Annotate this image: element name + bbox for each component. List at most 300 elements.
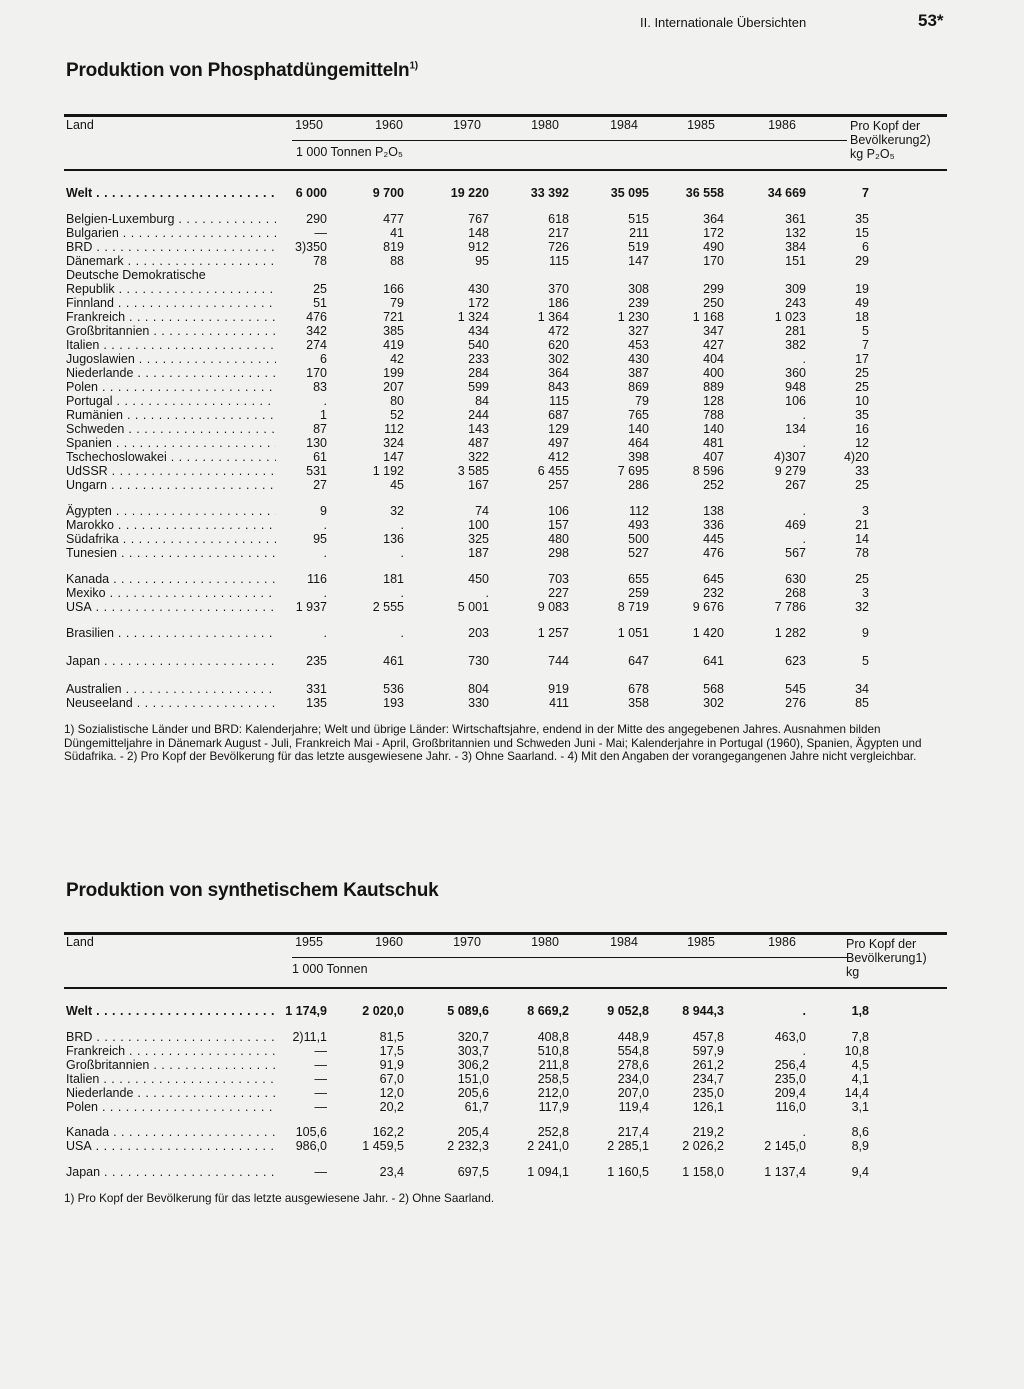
value-cell: 8 669,2 bbox=[527, 1004, 569, 1018]
table-row bbox=[64, 254, 947, 268]
per-capita-cell: 29 bbox=[855, 254, 869, 268]
value-cell: 41 bbox=[390, 226, 404, 240]
value-cell: — bbox=[314, 1100, 327, 1114]
value-cell: 360 bbox=[785, 366, 806, 380]
value-cell: 1 160,5 bbox=[607, 1165, 649, 1179]
value-cell: . bbox=[323, 394, 327, 408]
table-row bbox=[64, 352, 947, 366]
country-name: Deutsche Demokratische bbox=[66, 268, 206, 282]
value-cell: 234,7 bbox=[692, 1072, 724, 1086]
value-cell: 1 282 bbox=[774, 626, 806, 640]
table-row bbox=[64, 546, 947, 560]
value-cell: 235,0 bbox=[774, 1072, 806, 1086]
value-cell: 697,5 bbox=[457, 1165, 489, 1179]
country-name: Jugoslawien . . . bbox=[66, 352, 276, 366]
country-name: Dänemark . . . bbox=[66, 254, 276, 268]
land-header: Land bbox=[66, 935, 94, 949]
value-cell: 138 bbox=[703, 504, 724, 518]
value-cell: 347 bbox=[703, 324, 724, 338]
value-cell: 147 bbox=[383, 450, 404, 464]
value-cell: 91,9 bbox=[379, 1058, 404, 1072]
value-cell: 1 937 bbox=[295, 600, 327, 614]
country-name: Frankreich . . . bbox=[66, 1044, 276, 1058]
unit-label: 1 000 Tonnen bbox=[292, 962, 368, 976]
value-cell: 788 bbox=[703, 408, 724, 422]
value-cell: 157 bbox=[548, 518, 569, 532]
value-cell: 527 bbox=[628, 546, 649, 560]
value-cell: 597,9 bbox=[692, 1044, 724, 1058]
value-cell: 2 232,3 bbox=[447, 1139, 489, 1153]
value-cell: 61,7 bbox=[464, 1100, 489, 1114]
per-capita-cell: 25 bbox=[855, 572, 869, 586]
value-cell: 115 bbox=[549, 254, 569, 268]
table-row bbox=[64, 532, 947, 546]
value-cell: 290 bbox=[306, 212, 327, 226]
value-cell: 500 bbox=[628, 532, 649, 546]
value-cell: 17,5 bbox=[379, 1044, 404, 1058]
value-cell: 9 676 bbox=[692, 600, 724, 614]
table-row bbox=[64, 380, 947, 394]
table-row bbox=[64, 1125, 947, 1139]
per-capita-cell: 9,4 bbox=[851, 1165, 869, 1179]
value-cell: 630 bbox=[785, 572, 806, 586]
value-cell: 4)307 bbox=[774, 450, 806, 464]
table-row bbox=[64, 310, 947, 324]
value-cell: 95 bbox=[475, 254, 489, 268]
value-cell: 8 719 bbox=[617, 600, 649, 614]
per-capita-cell: 8,6 bbox=[851, 1125, 869, 1139]
per-capita-cell: 10,8 bbox=[844, 1044, 869, 1058]
value-cell: 327 bbox=[628, 324, 649, 338]
value-cell: 209,4 bbox=[774, 1086, 806, 1100]
value-cell: 211,8 bbox=[538, 1058, 569, 1072]
per-capita-cell: 85 bbox=[855, 696, 869, 710]
value-cell: 655 bbox=[628, 572, 649, 586]
value-cell: 2)11,1 bbox=[292, 1030, 327, 1044]
country-name: Australien . . . bbox=[66, 682, 276, 696]
value-cell: 6 bbox=[320, 352, 327, 366]
per-capita-cell: 25 bbox=[855, 478, 869, 492]
value-cell: 730 bbox=[468, 654, 489, 668]
value-cell: 336 bbox=[703, 518, 724, 532]
value-cell: 3 585 bbox=[457, 464, 489, 478]
per-capita-cell: 1,8 bbox=[851, 1004, 869, 1018]
country-name: Tunesien . . . bbox=[66, 546, 276, 560]
table-row bbox=[64, 324, 947, 338]
value-cell: 126,1 bbox=[692, 1100, 724, 1114]
value-cell: 703 bbox=[548, 572, 569, 586]
table2-footnote: 1) Pro Kopf der Bevölkerung für das letzte ausgewiesene Jahr. - 2) Ohne Saarland. bbox=[64, 1192, 495, 1205]
value-cell: 1 192 bbox=[372, 464, 404, 478]
value-cell: 645 bbox=[703, 572, 724, 586]
value-cell: 545 bbox=[785, 682, 806, 696]
value-cell: 80 bbox=[390, 394, 404, 408]
value-cell: 1 230 bbox=[617, 310, 649, 324]
header-rule bbox=[64, 987, 947, 989]
value-cell: 172 bbox=[468, 296, 489, 310]
value-cell: . bbox=[802, 408, 806, 422]
country-name: Großbritannien . . . bbox=[66, 1058, 276, 1072]
table-row bbox=[64, 366, 947, 380]
value-cell: 32 bbox=[390, 504, 404, 518]
value-cell: 106 bbox=[548, 504, 569, 518]
year-header: 1985 bbox=[687, 118, 715, 132]
value-cell: 67,0 bbox=[379, 1072, 404, 1086]
value-cell: 1 459,5 bbox=[362, 1139, 404, 1153]
value-cell: . bbox=[802, 352, 806, 366]
value-cell: 232 bbox=[703, 586, 724, 600]
value-cell: 81,5 bbox=[379, 1030, 404, 1044]
value-cell: 472 bbox=[548, 324, 569, 338]
per-capita-cell: 19 bbox=[855, 282, 869, 296]
value-cell: 493 bbox=[628, 518, 649, 532]
value-cell: 250 bbox=[703, 296, 724, 310]
table2-title: Produktion von synthetischem Kautschuk bbox=[66, 880, 439, 901]
value-cell: 45 bbox=[390, 478, 404, 492]
value-cell: 2 020,0 bbox=[362, 1004, 404, 1018]
value-cell: — bbox=[314, 1086, 327, 1100]
per-capita-cell: 35 bbox=[855, 212, 869, 226]
value-cell: 257 bbox=[548, 478, 569, 492]
land-header: Land bbox=[66, 118, 94, 132]
value-cell: 487 bbox=[468, 436, 489, 450]
value-cell: 1 bbox=[320, 408, 327, 422]
value-cell: — bbox=[314, 1072, 327, 1086]
value-cell: 6 000 bbox=[295, 186, 327, 200]
value-cell: 306,2 bbox=[457, 1058, 489, 1072]
per-capita-cell: 3 bbox=[862, 586, 869, 600]
value-cell: 299 bbox=[703, 282, 724, 296]
year-header: 1955 bbox=[295, 935, 323, 949]
country-name: Japan . . . bbox=[66, 654, 276, 668]
value-cell: — bbox=[314, 1058, 327, 1072]
country-name: UdSSR . . . bbox=[66, 464, 276, 478]
country-name: Rumänien . . . bbox=[66, 408, 276, 422]
value-cell: 464 bbox=[628, 436, 649, 450]
value-cell: 130 bbox=[306, 436, 327, 450]
table-row bbox=[64, 296, 947, 310]
value-cell: 9 083 bbox=[537, 600, 569, 614]
per-capita-header bbox=[850, 119, 931, 161]
value-cell: 721 bbox=[383, 310, 404, 324]
per-capita-cell: 8,9 bbox=[851, 1139, 869, 1153]
value-cell: 342 bbox=[306, 324, 327, 338]
table-row bbox=[64, 464, 947, 478]
value-cell: 112 bbox=[629, 504, 649, 518]
table-row bbox=[64, 282, 947, 296]
table-row bbox=[64, 1004, 947, 1018]
country-name: Bulgarien . . . bbox=[66, 226, 276, 240]
country-name: Ungarn . . . bbox=[66, 478, 276, 492]
table-row bbox=[64, 504, 947, 518]
value-cell: 536 bbox=[383, 682, 404, 696]
value-cell: 385 bbox=[383, 324, 404, 338]
value-cell: 1 257 bbox=[537, 626, 569, 640]
per-capita-header bbox=[846, 937, 927, 979]
value-cell: 1 324 bbox=[457, 310, 489, 324]
value-cell: . bbox=[802, 532, 806, 546]
value-cell: 61 bbox=[313, 450, 327, 464]
value-cell: 286 bbox=[628, 478, 649, 492]
value-cell: 105,6 bbox=[295, 1125, 327, 1139]
table-row bbox=[64, 478, 947, 492]
year-header: 1960 bbox=[375, 118, 403, 132]
value-cell: . bbox=[400, 586, 404, 600]
country-name: Japan . . . bbox=[66, 1165, 276, 1179]
table-row bbox=[64, 436, 947, 450]
country-name: Großbritannien . . . bbox=[66, 324, 276, 338]
value-cell: 298 bbox=[548, 546, 569, 560]
value-cell: 387 bbox=[628, 366, 649, 380]
value-cell: 8 596 bbox=[692, 464, 724, 478]
country-name: BRD . . . bbox=[66, 1030, 276, 1044]
table-row bbox=[64, 450, 947, 464]
value-cell: 7 786 bbox=[774, 600, 806, 614]
value-cell: 244 bbox=[468, 408, 489, 422]
value-cell: 804 bbox=[468, 682, 489, 696]
table-row bbox=[64, 1086, 947, 1100]
value-cell: 554,8 bbox=[617, 1044, 649, 1058]
value-cell: 140 bbox=[703, 422, 724, 436]
value-cell: 384 bbox=[785, 240, 806, 254]
value-cell: 1 364 bbox=[537, 310, 569, 324]
value-cell: 2 241,0 bbox=[527, 1139, 569, 1153]
value-cell: 330 bbox=[468, 696, 489, 710]
value-cell: 568 bbox=[703, 682, 724, 696]
value-cell: 23,4 bbox=[379, 1165, 404, 1179]
country-name: Niederlande . . . bbox=[66, 1086, 276, 1100]
value-cell: 42 bbox=[390, 352, 404, 366]
value-cell: 370 bbox=[548, 282, 569, 296]
table-row bbox=[64, 654, 947, 668]
value-cell: 276 bbox=[785, 696, 806, 710]
value-cell: 148 bbox=[468, 226, 489, 240]
per-capita-cell: 33 bbox=[855, 464, 869, 478]
table-row bbox=[64, 268, 947, 282]
value-cell: 134 bbox=[785, 422, 806, 436]
value-cell: 331 bbox=[306, 682, 327, 696]
value-cell: 278,6 bbox=[617, 1058, 649, 1072]
per-capita-cell: 12 bbox=[855, 436, 869, 450]
country-name: Republik . . . bbox=[66, 282, 276, 296]
year-header: 1984 bbox=[610, 118, 638, 132]
value-cell: . bbox=[323, 586, 327, 600]
value-cell: 448,9 bbox=[617, 1030, 649, 1044]
country-name: Tschechoslowakei . . . bbox=[66, 450, 276, 464]
value-cell: 744 bbox=[548, 654, 569, 668]
value-cell: 187 bbox=[468, 546, 489, 560]
country-name: Mexiko . . . bbox=[66, 586, 276, 600]
value-cell: . bbox=[323, 518, 327, 532]
per-capita-cell: 17 bbox=[855, 352, 869, 366]
value-cell: 358 bbox=[628, 696, 649, 710]
value-cell: 404 bbox=[703, 352, 724, 366]
table-row bbox=[64, 572, 947, 586]
value-cell: 79 bbox=[390, 296, 404, 310]
value-cell: 217,4 bbox=[617, 1125, 649, 1139]
value-cell: 430 bbox=[628, 352, 649, 366]
value-cell: 765 bbox=[628, 408, 649, 422]
value-cell: 219,2 bbox=[692, 1125, 724, 1139]
value-cell: 411 bbox=[549, 696, 569, 710]
value-cell: 151,0 bbox=[457, 1072, 489, 1086]
country-name: Neuseeland . . . bbox=[66, 696, 276, 710]
value-cell: 678 bbox=[628, 682, 649, 696]
value-cell: . bbox=[802, 1044, 806, 1058]
year-header: 1984 bbox=[610, 935, 638, 949]
table-row bbox=[64, 212, 947, 226]
value-cell: 74 bbox=[475, 504, 489, 518]
value-cell: 308 bbox=[628, 282, 649, 296]
value-cell: — bbox=[314, 1044, 327, 1058]
country-name: Frankreich . . . bbox=[66, 310, 276, 324]
value-cell: . bbox=[400, 546, 404, 560]
value-cell: 112 bbox=[384, 422, 404, 436]
country-name: Welt . . . bbox=[66, 1004, 276, 1018]
value-cell: 212,0 bbox=[537, 1086, 569, 1100]
page-number: 53* bbox=[918, 11, 944, 30]
value-cell: 463,0 bbox=[774, 1030, 806, 1044]
value-cell: 5 001 bbox=[457, 600, 489, 614]
table-row bbox=[64, 422, 947, 436]
value-cell: 51 bbox=[313, 296, 327, 310]
value-cell: 819 bbox=[383, 240, 404, 254]
value-cell: 767 bbox=[468, 212, 489, 226]
value-cell: 252,8 bbox=[537, 1125, 569, 1139]
per-capita-cell: 7,8 bbox=[851, 1030, 869, 1044]
value-cell: 490 bbox=[703, 240, 724, 254]
value-cell: 186 bbox=[548, 296, 569, 310]
unit-label: 1 000 Tonnen P₂O₅ bbox=[296, 145, 403, 159]
value-cell: 620 bbox=[548, 338, 569, 352]
country-name: Niederlande . . . bbox=[66, 366, 276, 380]
value-cell: 476 bbox=[703, 546, 724, 560]
per-capita-cell: 34 bbox=[855, 682, 869, 696]
value-cell: 2 555 bbox=[372, 600, 404, 614]
per-capita-cell: 3 bbox=[862, 504, 869, 518]
value-cell: 117,9 bbox=[538, 1100, 569, 1114]
value-cell: 9 279 bbox=[774, 464, 806, 478]
value-cell: 207,0 bbox=[617, 1086, 649, 1100]
value-cell: 623 bbox=[785, 654, 806, 668]
year-header: 1950 bbox=[295, 118, 323, 132]
value-cell: 912 bbox=[468, 240, 489, 254]
value-cell: 324 bbox=[383, 436, 404, 450]
value-cell: 412 bbox=[548, 450, 569, 464]
value-cell: 477 bbox=[383, 212, 404, 226]
country-name: Marokko . . . bbox=[66, 518, 276, 532]
per-capita-cell: 32 bbox=[855, 600, 869, 614]
table-row bbox=[64, 1072, 947, 1086]
value-cell: 322 bbox=[468, 450, 489, 464]
per-capita-cell: 14 bbox=[855, 532, 869, 546]
value-cell: 469 bbox=[785, 518, 806, 532]
value-cell: 434 bbox=[468, 324, 489, 338]
value-cell: 20,2 bbox=[379, 1100, 404, 1114]
value-cell: 211 bbox=[629, 226, 649, 240]
value-cell: 243 bbox=[785, 296, 806, 310]
unit-rule bbox=[292, 140, 847, 141]
per-capita-cell: 10 bbox=[855, 394, 869, 408]
table-row bbox=[64, 600, 947, 614]
value-cell: . bbox=[802, 1125, 806, 1139]
value-cell: 284 bbox=[468, 366, 489, 380]
value-cell: . bbox=[802, 1004, 806, 1018]
country-name: Schweden . . . bbox=[66, 422, 276, 436]
per-capita-cell: 78 bbox=[855, 546, 869, 560]
value-cell: 1 174,9 bbox=[285, 1004, 327, 1018]
value-cell: 36 558 bbox=[685, 186, 724, 200]
value-cell: 1 137,4 bbox=[764, 1165, 806, 1179]
table-phosphat bbox=[64, 114, 947, 714]
country-name: Belgien-Luxemburg . . . bbox=[66, 212, 276, 226]
value-cell: 100 bbox=[468, 518, 489, 532]
value-cell: 8 944,3 bbox=[682, 1004, 724, 1018]
per-capita-line-2: Bevölkerung1) bbox=[846, 951, 927, 965]
per-capita-cell: 49 bbox=[855, 296, 869, 310]
value-cell: . bbox=[485, 586, 489, 600]
value-cell: 519 bbox=[628, 240, 649, 254]
table-row bbox=[64, 226, 947, 240]
per-capita-cell: 7 bbox=[862, 186, 869, 200]
per-capita-line-1: Pro Kopf der bbox=[846, 937, 917, 951]
value-cell: 33 392 bbox=[530, 186, 569, 200]
value-cell: 172 bbox=[703, 226, 724, 240]
value-cell: 52 bbox=[390, 408, 404, 422]
value-cell: 9 052,8 bbox=[607, 1004, 649, 1018]
per-capita-line-1: Pro Kopf der bbox=[850, 119, 921, 133]
table1-title-text: Produktion von Phosphatdüngemitteln bbox=[66, 60, 410, 81]
per-capita-cell: 21 bbox=[855, 518, 869, 532]
value-cell: 252 bbox=[703, 478, 724, 492]
value-cell: 6 455 bbox=[537, 464, 569, 478]
value-cell: 135 bbox=[306, 696, 327, 710]
value-cell: 361 bbox=[785, 212, 806, 226]
table-row bbox=[64, 1139, 947, 1153]
per-capita-cell: 9 bbox=[862, 626, 869, 640]
value-cell: 726 bbox=[548, 240, 569, 254]
value-cell: 106 bbox=[785, 394, 806, 408]
per-capita-cell: 6 bbox=[862, 240, 869, 254]
table1-footnote: 1) Sozialistische Länder und BRD: Kalenderjahre; Welt und übrige Länder: Wirtschaftsjahre, endend in der Mitte des angegebenen Jahres. Ausnahmen bilden Düngemitteljahre in Dänemark August - Juli, Frankreich Mai - April, Großbritannien und Schweden Juni - Mai; Kalenderjahre in Portugal (1960), Spanien, Ägypten und Südafrika. - 2) Pro Kopf der Bevölkerung für das letzte ausgewiesene Jahr. - 3) Ohne Saarland. - 4) Mit den Angaben der vorangegangenen Jahre nicht vergleichbar. bbox=[64, 723, 922, 764]
value-cell: 258,5 bbox=[537, 1072, 569, 1086]
value-cell: 476 bbox=[306, 310, 327, 324]
value-cell: 132 bbox=[785, 226, 806, 240]
year-header: 1970 bbox=[453, 118, 481, 132]
value-cell: . bbox=[400, 518, 404, 532]
per-capita-line-3: kg bbox=[846, 965, 860, 979]
value-cell: 166 bbox=[383, 282, 404, 296]
value-cell: 400 bbox=[703, 366, 724, 380]
country-name: Kanada . . . bbox=[66, 572, 276, 586]
value-cell: 88 bbox=[390, 254, 404, 268]
value-cell: 303,7 bbox=[457, 1044, 489, 1058]
year-header: 1970 bbox=[453, 935, 481, 949]
value-cell: 274 bbox=[306, 338, 327, 352]
value-cell: 128 bbox=[703, 394, 724, 408]
value-cell: 408,8 bbox=[537, 1030, 569, 1044]
value-cell: 261,2 bbox=[692, 1058, 724, 1072]
value-cell: . bbox=[323, 626, 327, 640]
value-cell: 889 bbox=[703, 380, 724, 394]
year-header: 1985 bbox=[687, 935, 715, 949]
value-cell: 207 bbox=[383, 380, 404, 394]
country-name: Polen . . . bbox=[66, 380, 276, 394]
value-cell: 986,0 bbox=[295, 1139, 327, 1153]
value-cell: 309 bbox=[785, 282, 806, 296]
value-cell: 687 bbox=[548, 408, 569, 422]
value-cell: 407 bbox=[703, 450, 724, 464]
